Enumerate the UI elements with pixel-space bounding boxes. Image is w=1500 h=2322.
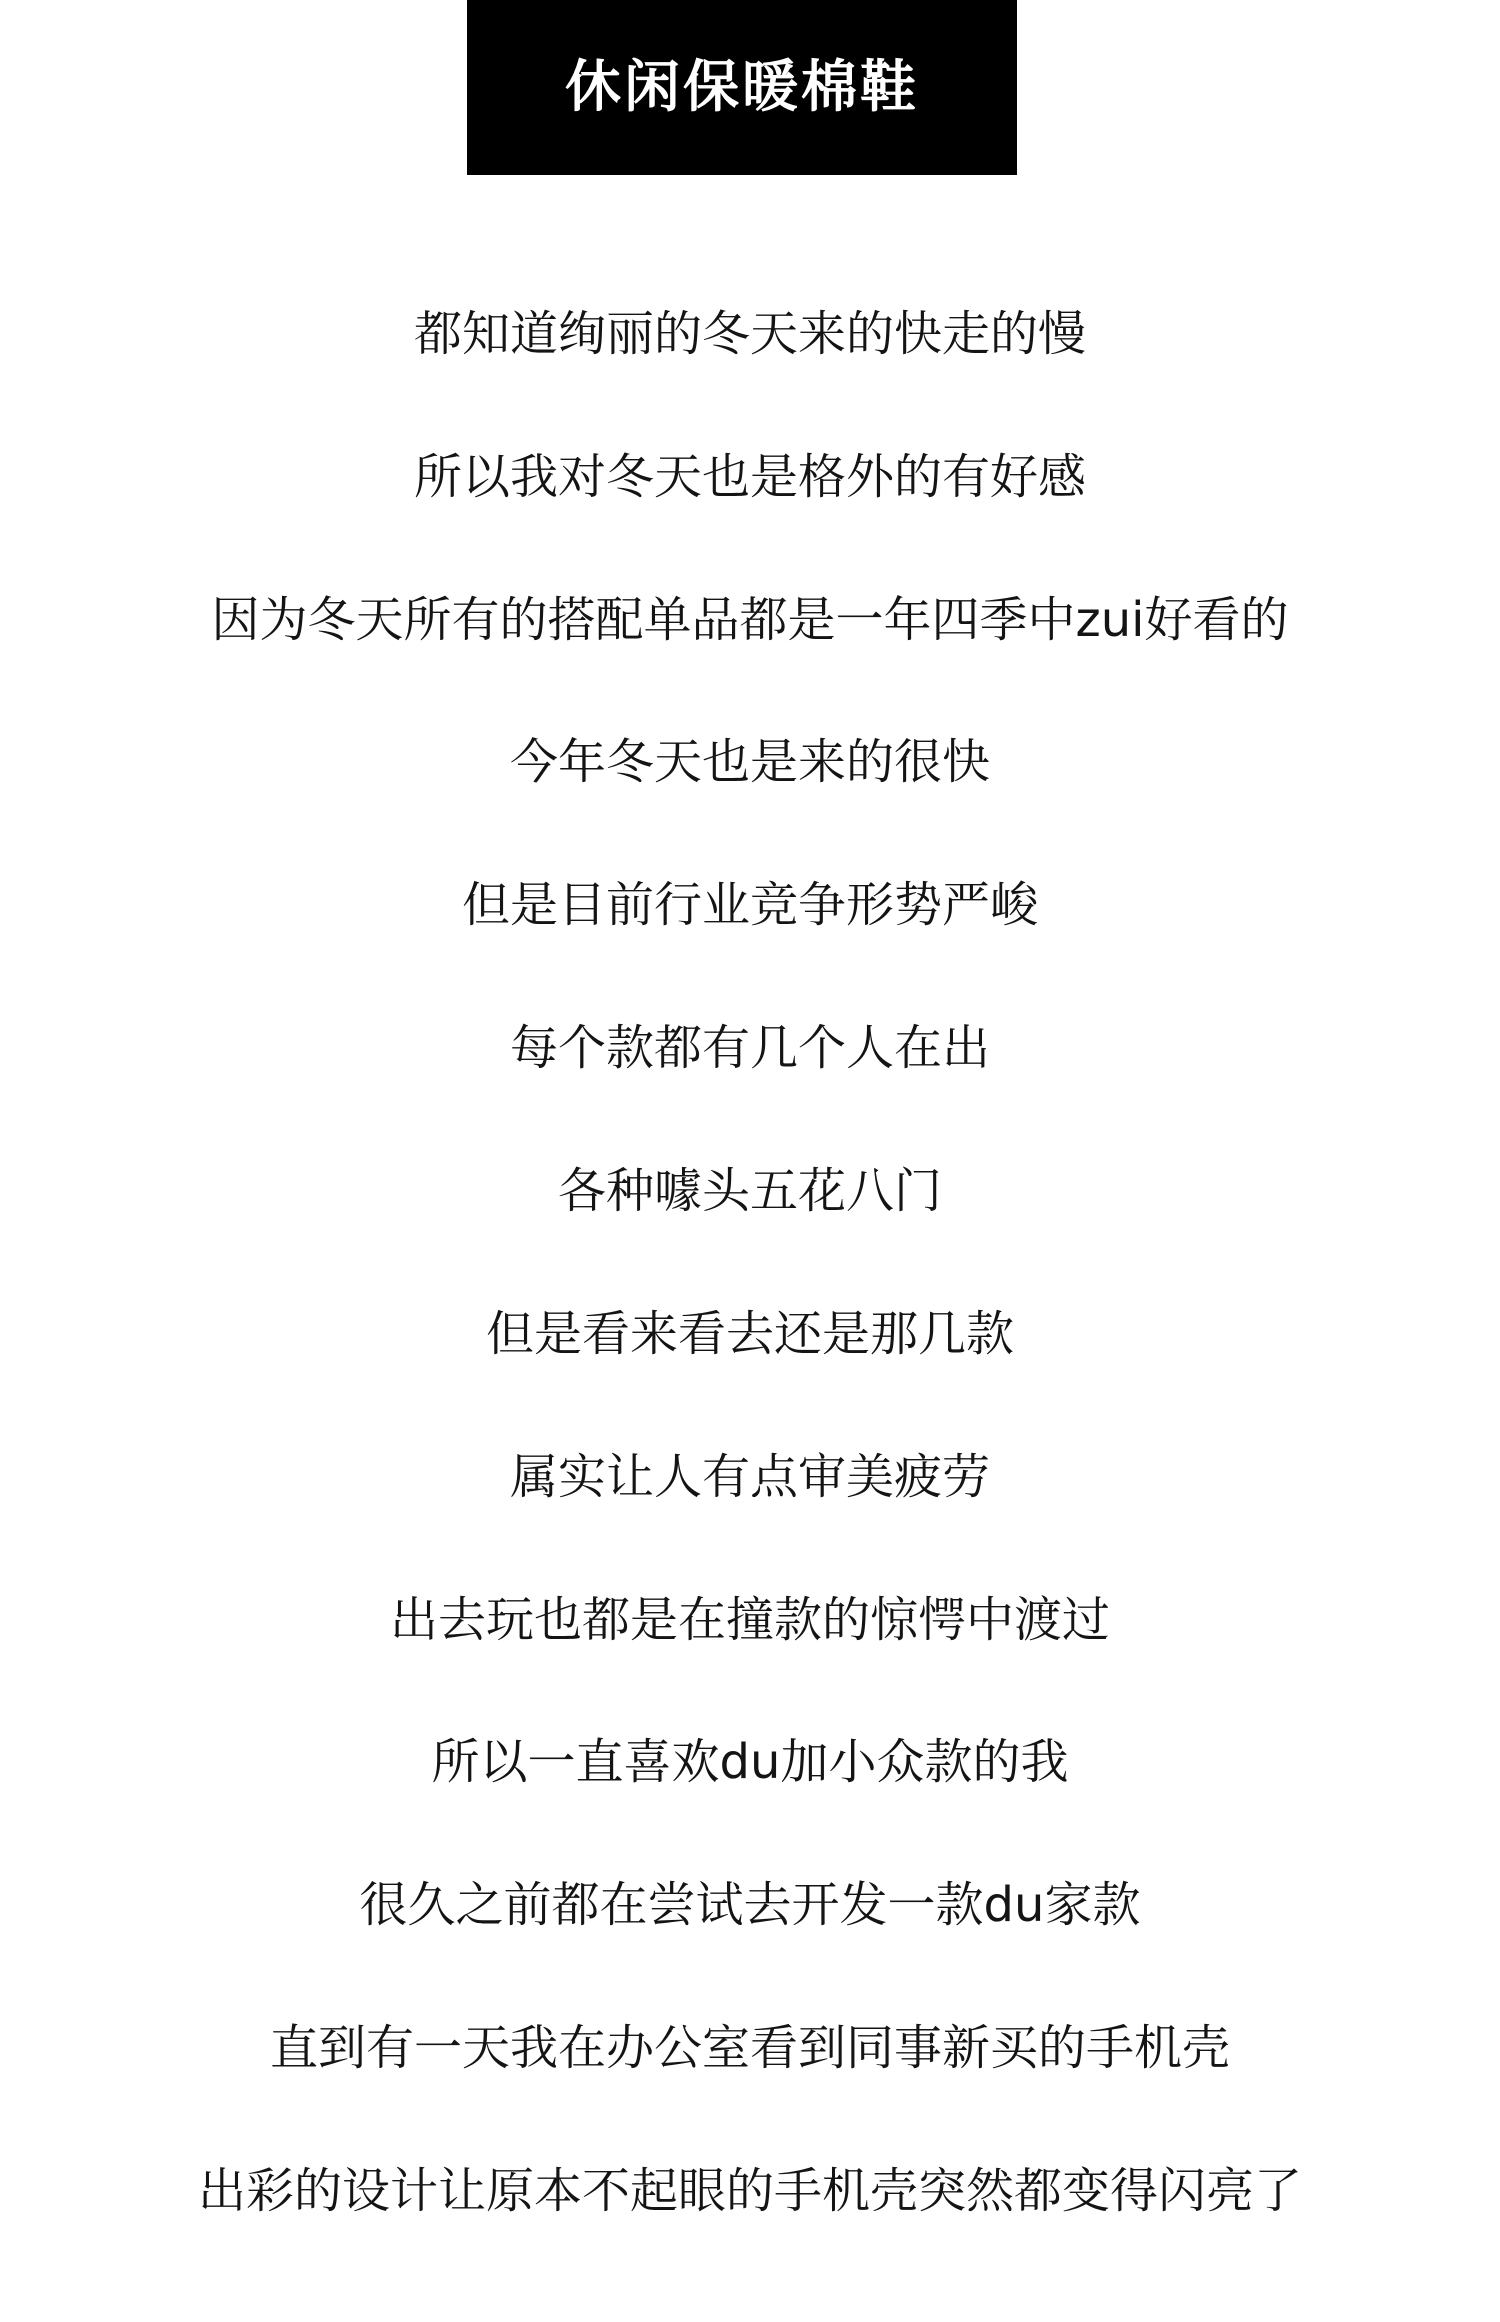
text-line: 很久之前都在尝试去开发一款du家款	[359, 1877, 1141, 1933]
text-line: 每个款都有几个人在出	[509, 1020, 990, 1076]
text-line: 但是目前行业竞争形势严峻	[461, 877, 1038, 933]
text-line: 出彩的设计让原本不起眼的手机壳突然都变得闪亮了	[197, 2163, 1302, 2219]
text-line: 所以一直喜欢du加小众款的我	[431, 1734, 1069, 1790]
text-line: 直到有一天我在办公室看到同事新买的手机壳	[269, 2020, 1230, 2076]
text-line: 但是看来看去还是那几款	[485, 1306, 1014, 1362]
text-line: 属实让人有点审美疲劳	[509, 1449, 990, 1505]
text-line: 都知道绚丽的冬天来的快走的慢	[413, 306, 1086, 362]
text-line: 因为冬天所有的搭配单品都是一年四季中zui好看的	[211, 592, 1289, 648]
text-line: 出去玩也都是在撞款的惊愕中渡过	[389, 1592, 1110, 1648]
text-line: 各种噱头五花八门	[557, 1163, 942, 1219]
text-line: 所以我对冬天也是格外的有好感	[413, 449, 1086, 505]
page-title: 休闲保暖棉鞋	[565, 54, 919, 120]
text-line: 今年冬天也是来的很快	[509, 734, 990, 790]
